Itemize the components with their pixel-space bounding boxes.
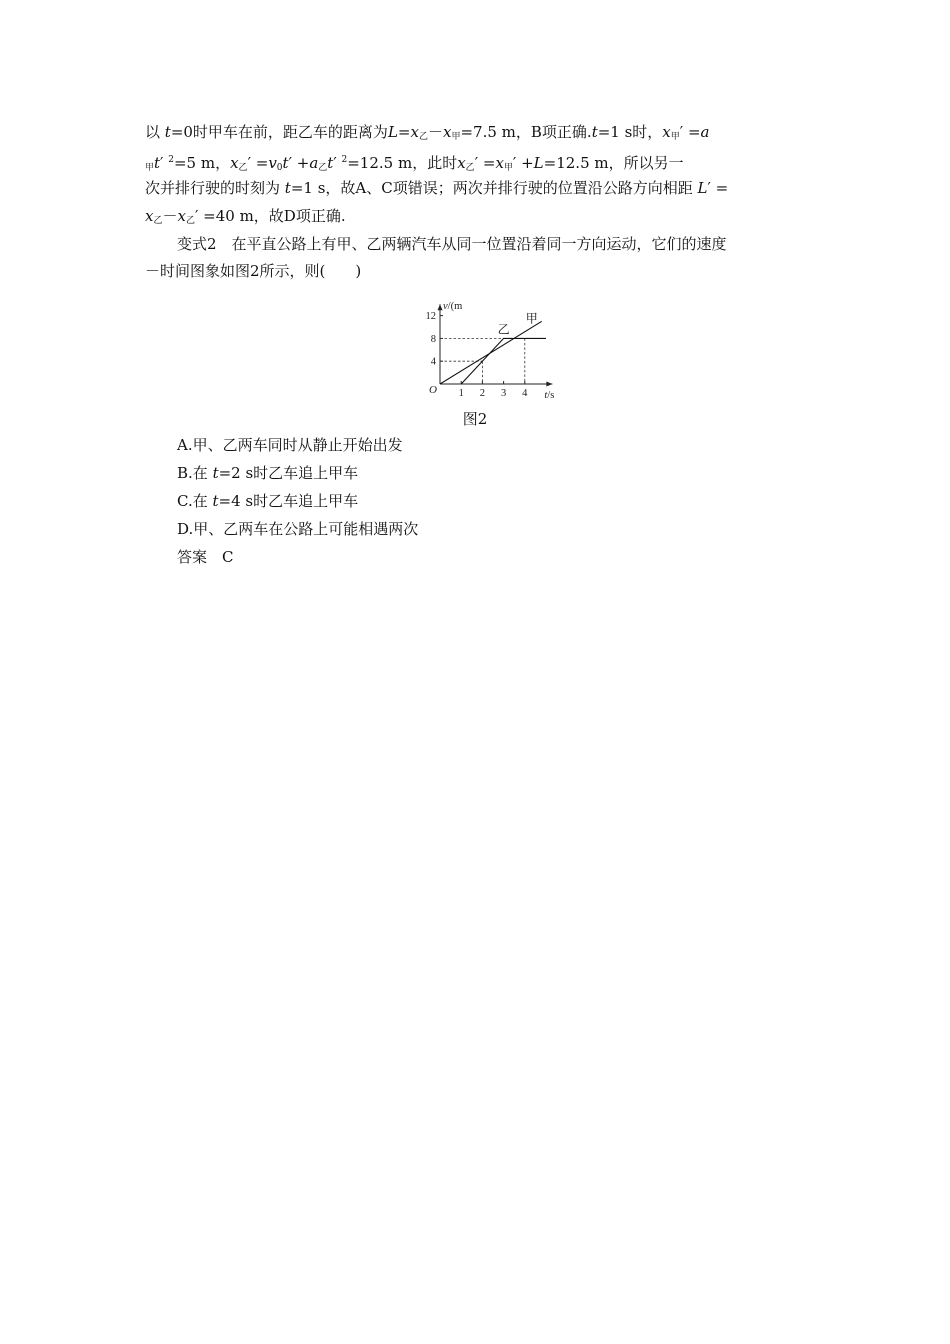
subscript: 甲 (451, 132, 461, 142)
subscript: 乙 (318, 163, 328, 173)
x-tick-label: 4 (522, 388, 528, 399)
vt-chart-svg (418, 288, 568, 400)
var-t: t (284, 179, 291, 197)
solution-line-4 (145, 206, 810, 231)
text: =1 s，故A、C项错误；两次并排行驶的位置沿公路方向相距 (290, 179, 698, 197)
subscript: 乙 (185, 216, 195, 226)
var-l: L (533, 154, 544, 172)
subscript: 乙 (153, 216, 163, 226)
var-x: x (495, 154, 504, 172)
option-c (177, 491, 842, 511)
y-tick-label: 8 (430, 333, 436, 345)
var-l: L (697, 179, 708, 197)
text: =2 s时乙车追上甲车 (218, 464, 359, 482)
y-axis-label: v/(m (443, 301, 463, 313)
text: ′ = (247, 154, 269, 172)
answer-line (177, 547, 842, 567)
subscript: 甲 (503, 163, 513, 173)
text: =12.5 m，所以另一 (543, 154, 684, 172)
x-tick-label: 1 (458, 388, 464, 399)
text: ′ (160, 154, 169, 172)
subscript: 甲 (145, 163, 155, 173)
solution-line-3 (145, 178, 810, 198)
superscript: 2 (341, 155, 348, 165)
subscript: 乙 (465, 163, 475, 173)
var-t: t (212, 492, 219, 510)
text: ′ = (474, 154, 496, 172)
var-x: x (177, 207, 186, 225)
superscript: 2 (168, 155, 174, 165)
series-label-2: 乙 (497, 322, 510, 337)
answer-value: C (222, 548, 234, 566)
var-t: t (154, 154, 161, 172)
var-a: a (700, 123, 710, 141)
text: 以 (145, 123, 165, 141)
question-line-1: 变式2 在平直公路上有甲、乙两辆汽车从同一位置沿着同一方向运动，它们的速度 (177, 235, 727, 253)
text: =5 m， (173, 154, 231, 172)
var-x: x (662, 123, 671, 141)
option-a: A.甲、乙两车同时从静止开始出发 (177, 436, 403, 454)
x-tick-label: 2 (479, 388, 486, 399)
text: － (427, 123, 443, 141)
subscript: 乙 (418, 132, 428, 142)
x-tick-label: 3 (500, 388, 507, 399)
var-x: x (145, 207, 154, 225)
text: =7.5 m，B项正确. (460, 123, 592, 141)
text: 次并排行驶的时刻为 (145, 179, 285, 197)
x-axis-label: t/s (544, 390, 555, 400)
var-x: x (410, 123, 419, 141)
y-axis-arrow (438, 304, 443, 310)
text: － (162, 207, 178, 225)
subscript: 乙 (238, 163, 248, 173)
var-t: t (591, 123, 598, 141)
var-v: v (268, 154, 277, 172)
solution-line-2 (145, 150, 810, 178)
text: ′ (333, 154, 342, 172)
subscript: 甲 (670, 132, 680, 142)
series-label-1: 甲 (525, 311, 538, 326)
option-b (177, 463, 842, 483)
text: ′ = (707, 179, 729, 197)
text: ′ + (512, 154, 534, 172)
subscript: 0 (276, 163, 283, 173)
text: C.在 (177, 492, 213, 510)
figure-caption: 图2 (462, 410, 488, 428)
origin-label: O (429, 384, 437, 396)
y-tick-label: 4 (430, 356, 436, 368)
var-a: a (309, 154, 319, 172)
text: =4 s时乙车追上甲车 (218, 492, 359, 510)
text: B.在 (177, 464, 213, 482)
var-t: t (164, 123, 171, 141)
var-t: t (282, 154, 289, 172)
text: ′ + (288, 154, 310, 172)
option-d: D.甲、乙两车在公路上可能相遇两次 (177, 520, 419, 538)
var-x: x (442, 123, 452, 141)
var-x: x (457, 154, 466, 172)
text: =1 s时， (597, 123, 663, 141)
var-t: t (212, 464, 219, 482)
var-l: L (387, 123, 398, 141)
var-x: x (230, 154, 239, 172)
x-axis-arrow (546, 382, 552, 387)
text: =0时甲车在前，距乙车的距离为 (170, 123, 388, 141)
velocity-time-graph (418, 288, 568, 400)
question-line-2: －时间图象如图2所示，则( ) (145, 262, 362, 280)
answer-label: 答案 (177, 548, 208, 566)
text: ′ = (679, 123, 701, 141)
text: = (397, 123, 411, 141)
text: ′ =40 m，故D项正确. (194, 207, 346, 225)
var-t: t (327, 154, 334, 172)
solution-line-1 (145, 122, 810, 147)
y-tick-label: 12 (425, 311, 436, 323)
text: =12.5 m，此时 (347, 154, 458, 172)
